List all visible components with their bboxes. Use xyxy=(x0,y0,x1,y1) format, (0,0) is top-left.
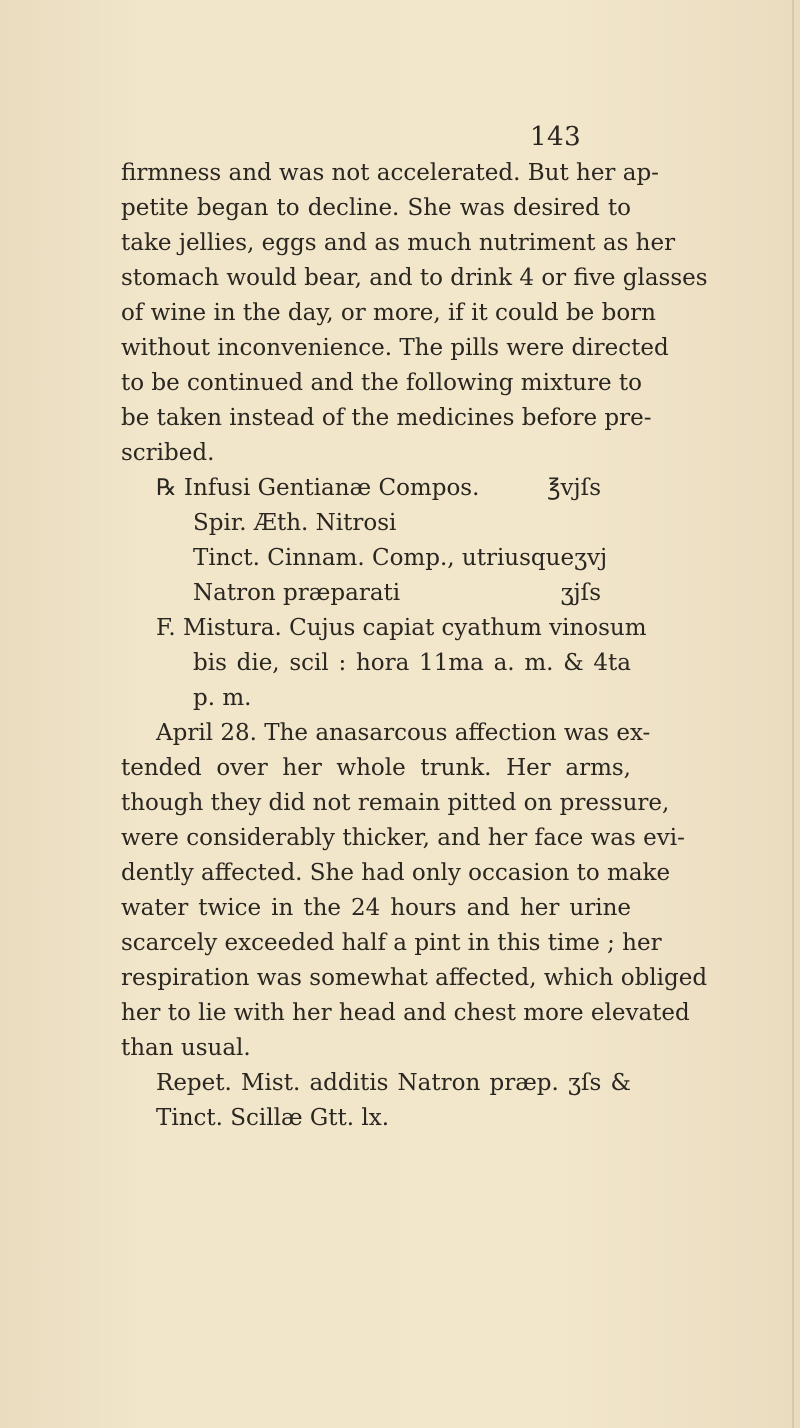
rx-quantity: ℥vjſs xyxy=(547,475,601,501)
rx-item xyxy=(121,506,631,541)
rx-item xyxy=(121,576,631,611)
rx-directions: Repet. Mist. additis Natron præp. ʒſs & xyxy=(156,1070,631,1096)
rx-directions: F. Mistura. Cujus capiat cyathum vinosum xyxy=(156,615,647,641)
text-line: of wine in the day, or more, if it could be born xyxy=(121,300,656,326)
text-line: than usual. xyxy=(121,1035,251,1061)
paragraph-2 xyxy=(121,716,708,1066)
text-line: petite began to decline. She was desired to xyxy=(121,195,631,221)
text-line: dently affected. She had only occasion to make xyxy=(121,860,671,886)
text-line: though they did not remain pitted on pressure, xyxy=(121,790,670,816)
paragraph-1 xyxy=(121,156,708,471)
rx-directions: bis die, scil : hora 11ma a. m. & 4ta xyxy=(193,650,631,676)
rx-quantity: ʒvj xyxy=(574,545,608,571)
rx-quantity: ʒjſs xyxy=(560,580,601,606)
text-line: scribed. xyxy=(121,440,215,466)
text-line: without inconvenience. The pills were directed xyxy=(121,335,669,361)
body-text xyxy=(121,156,708,1136)
rx-directions: Tinct. Scillæ Gtt. lx. xyxy=(156,1105,390,1131)
rx-ingredient: Tinct. Cinnam. Comp., utriusque xyxy=(193,545,575,571)
prescription-1 xyxy=(121,471,647,716)
page-edge xyxy=(792,0,794,1428)
text-line: tended over her whole trunk. Her arms, xyxy=(121,755,631,781)
prescription-2 xyxy=(121,1066,631,1136)
text-line: April 28. The anasarcous affection was ex- xyxy=(156,720,651,746)
rx-directions: p. m. xyxy=(193,685,252,711)
text-line: her to lie with her head and chest more elevated xyxy=(121,1000,690,1026)
rx-item xyxy=(121,541,631,576)
rx-ingredient: ℞ Infusi Gentianæ Compos. xyxy=(156,475,480,501)
text-line: to be continued and the following mixture to xyxy=(121,370,643,396)
text-line: stomach would bear, and to drink 4 or five glasses xyxy=(121,265,708,291)
text-line: were considerably thicker, and her face was evi- xyxy=(121,825,685,851)
text-line: scarcely exceeded half a pint in this time ; her xyxy=(121,930,662,956)
rx-item xyxy=(121,471,631,506)
text-line: firmness and was not accelerated. But her ap- xyxy=(121,160,659,186)
rx-ingredient: Spir. Æth. Nitrosi xyxy=(193,510,397,536)
text-line: water twice in the 24 hours and her urine xyxy=(121,895,631,921)
text-line: take jellies, eggs and as much nutriment as her xyxy=(121,230,676,256)
text-line: respiration was somewhat affected, which obliged xyxy=(121,965,708,991)
rx-quantity xyxy=(601,506,631,541)
rx-ingredient: Natron præparati xyxy=(193,580,401,606)
text-line: be taken instead of the medicines before pre- xyxy=(121,405,652,431)
page-number: 143 xyxy=(530,122,582,152)
